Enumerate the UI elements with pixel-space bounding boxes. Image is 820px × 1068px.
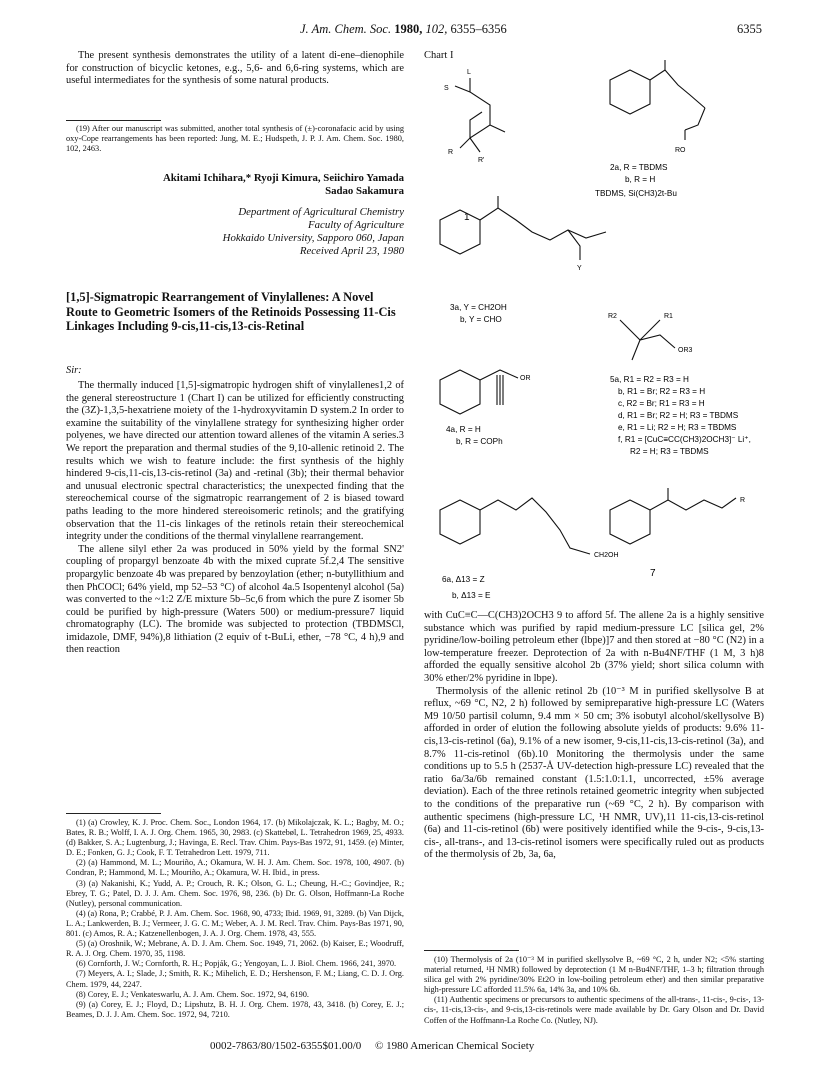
compound-1-label: 1 (464, 212, 470, 223)
atom-label-y: Y (577, 265, 582, 272)
affiliation-line-2: Faculty of Agriculture (308, 219, 404, 231)
compound-6b-label: b, Δ13 = E (452, 591, 491, 600)
article-title: [1,5]-Sigmatropic Rearrangement of Vinylallenes: A Novel Route to Geometric Isomers of the Retinoids Possessing 11-Cis Linkages Including 9-cis,11-cis,13-cis-Retinal (66, 290, 396, 334)
compound-5d-label: d, R1 = Br; R2 = H; R3 = TBDMS (618, 411, 739, 420)
footnote-left_column: (2) (a) Hammond, M. L.; Mouriño, A.; Okamura, W. H. J. Am. Chem. Soc. 1978, 100, 4907. (b) Condran, P.; Hammond, M. L.; Mouriño, A.; Okamura, W. H. Ibid., in press. (66, 858, 404, 878)
article-code: 0002-7863/80/1502-6355$01.00/0 (210, 1040, 362, 1052)
compound-6a-label: 6a, Δ13 = Z (442, 575, 485, 584)
compound-2-footnote: TBDMS, Si(CH3)2t-Bu (595, 189, 677, 198)
structure-6 (440, 498, 619, 600)
compound-7-label: 7 (650, 568, 656, 579)
structure-7 (610, 488, 745, 579)
atom-label-or: OR (520, 375, 531, 382)
footnote-left_column: (5) (a) Oroshnik, W.; Mebrane, A. D. J. Am. Chem. Soc. 1949, 71, 2062. (b) Kaiser, E.; Woodruff, R. A. J. Org. Chem. 1970, 35, 1198. (66, 939, 404, 959)
intro-text: The present synthesis demonstrates the utility of a latent di-ene–dienophile for construction of bicyclic ketones, e.g., 5,6- and 6,6-ring systems, which are useful intermediates for the synthesis of some natural products. (66, 50, 404, 87)
page-number: 6355 (737, 22, 762, 36)
compound-5f-label-cont: R2 = H; R3 = TBDMS (630, 447, 709, 456)
chart-title: Chart I (424, 50, 454, 61)
compound-3a-label: 3a, Y = CH2OH (450, 303, 507, 312)
compound-5f-label: f, R1 = [CuC≡CC(CH3)2OCH3]⁻ Li⁺, (618, 435, 751, 444)
journal-year: 1980, (394, 22, 423, 36)
journal-volume: 102, (425, 22, 448, 36)
compound-4a-label: 4a, R = H (446, 425, 481, 434)
compound-3b-label: b, Y = CHO (460, 315, 502, 324)
structure-2 (595, 60, 705, 198)
running-header (300, 22, 507, 37)
paragraph-2: The allene silyl ether 2a was produced in 50% yield by the formal SN2' coupling of propargyl benzoate 4b with the mixed cuprate 5f.2,4 The sensitive propargylic benzoate 4b was prepared by benzoylation (ether; n-butyllithium and then PhCOCl; 64% yield, mp 52–53 °C) of alcohol 4a.5 Isopentenyl alcohol (5a) was converted to the ~1:2 Z/E mixture 5b–5c,6 from which the pure Z isomer 5b could be purified by high-pressure (Waters 500) or medium-pressure7 liquid chromatography (LC). The bromide was subjected to protection (TBDMSCl, imidazole, DMF, 94%),8 lithiation (2 equiv of t-BuLi, ether, −78 °C, 4 h),9 and then reaction (66, 543, 404, 656)
footnote-19-text: (19) After our manuscript was submitted, another total synthesis of (±)-coronafacic acid by using oxy-Cope rearrangements has been reported: Jung, M. E.; Hudspeth, J. P. J. Am. Chem. Soc. 1980, 102, 2463. (66, 124, 404, 154)
body-right (424, 610, 764, 862)
authors-line-2: Sadao Sakamura (325, 185, 404, 197)
footnote-left_column: (8) Corey, E. J.; Venkateswarlu, A. J. Am. Chem. Soc. 1972, 94, 6190. (76, 989, 309, 999)
footnote-divider (66, 120, 161, 121)
structure-1 (444, 69, 505, 223)
page-footer (210, 1040, 534, 1052)
compound-2a-label: 2a, R = TBDMS (610, 163, 668, 172)
compound-5e-label: e, R1 = Li; R2 = H; R3 = TBDMS (618, 423, 737, 432)
atom-label-ch2oh: CH2OH (594, 552, 619, 559)
compound-5a-label: 5a, R1 = R2 = R3 = H (610, 375, 689, 384)
footnote-left_column: (7) Meyers, A. I.; Slade, J.; Smith, R. K.; Mihelich, E. D.; Hershenson, F. M.; Liang, C. D. J. Org. Chem. 1979, 44, 2247. (66, 969, 404, 989)
compound-4b-label: b, R = COPh (456, 437, 503, 446)
atom-label-l: L (467, 69, 471, 76)
salutation: Sir: (66, 365, 82, 376)
atom-label-or3: OR3 (678, 347, 693, 354)
footnotes-left (66, 818, 404, 1020)
body-left (66, 380, 404, 657)
copyright: © 1980 American Chemical Society (375, 1040, 535, 1052)
journal-name: J. Am. Chem. Soc. (300, 22, 392, 36)
affiliation-line-3: Hokkaido University, Sapporo 060, Japan (222, 232, 404, 244)
paragraph-1: The thermally induced [1,5]-sigmatropic hydrogen shift of vinylallenes1,2 of the general stereostructure 1 (Chart I) can be utilized for efficiently constructing the (3Z)-1,3,5-hexatriene moiety of the 1-hydroxyvitamin D system.2 In order to examine the suitability of the vinylallene strategy for synthesizing higher order polyenes, we have directed our attention toward allenes of the vitamin A series.3 We report the preparation and thermal studies of the 9,10-allenic retinoid 2. The results which we wish to feature include: the first synthesis of the highly hindered 9-cis,11-cis,13-cis-retinol (3a) and -retinal (3b); their thermal behavior and unusual electronic spectral characteristics; the unexpected finding that the stereochemical course of the sigmatropic rearrangement of 2 is biased toward paths leading to the more hindered stereoisomeric retinols; and the gratifying observation that the 11-cis linkages of the retinols retain their stereochemical integrity under the conditions of the thermal vinylallene rearrangement. (66, 380, 404, 543)
footnote-left_column: (9) (a) Corey, E. J.; Floyd, D.; Lipshutz, B. H. J. Org. Chem. 1978, 43, 3418. (b) Corey, E. J.; Beames, D. J. J. Am. Chem. Soc. 1972, 94, 7210. (66, 999, 404, 1019)
footnotes-right (424, 955, 764, 1026)
footnote-left_column: (3) (a) Nakanishi, K.; Yudd, A. P.; Crouch, R. K.; Olson, G. L.; Cheung, H.-C.; Govindjee, R.; Ebrey, T. G.; Patel, D. J. J. Am. Chem. Soc. 1976, 98, 236. (b) Dr. G. Olson, Hoffmann-La Roche (Nutley), personal communication. (66, 878, 404, 908)
received-date: Received April 23, 1980 (299, 245, 404, 257)
compound-5b-label: b, R1 = Br; R2 = R3 = H (618, 387, 706, 396)
atom-label-s: S (444, 85, 449, 92)
affiliation (66, 206, 404, 258)
affiliation-line-1: Department of Agricultural Chemistry (238, 206, 404, 218)
compound-5c-label: c, R2 = Br; R1 = R3 = H (618, 399, 705, 408)
authors (66, 172, 404, 198)
atom-label-r1: R1 (664, 313, 673, 320)
compound-2b-label: b, R = H (625, 175, 656, 184)
journal-pages: 6355–6356 (450, 22, 507, 36)
paragraph-3: with CuC≡C—C(CH3)2OCH3 9 to afford 5f. The allene 2a is a highly sensitive substance which was purified by rapid medium-pressure LC [silica gel, 2% pyridine/low-boiling petroleum ether (lbpe)]7 and then stored at −80 °C (N2) in a low-temperature freezer. Deprotection of 2a with n-Bu4NF/THF (1 M, 3 h)8 afforded the equally sensitive alcohol 2b (37% yield; short silica column with 30% ether/2% pyridine in lbpe). (424, 610, 764, 684)
footnote-right_column: (10) Thermolysis of 2a (10⁻³ M in purified skellysolve B, ~69 °C, 2 h, under N2; <5% starting material returned, ¹H NMR) followed by deprotection (1 M n-Bu4NF/THF, 1–3 h; filtration through silica gel with 2% pyridine/30% Et2O in low-boiling petroleum ether) and then similar preparative high-pressure LC afforded 11.5% 6a, 14% 3a, and 10% 6b. (424, 955, 764, 995)
footnote-right_column: (11) Authentic specimens or precursors to authentic specimens of the all-trans-, 11-cis-, 9-cis-, 13-cis-, 11-cis,13-cis-, and 9-cis,13-cis-retinols were made available by Dr. Gary Olson and Dr. David Coffen of the Hoffmann-La Roche Co. (Nutley, NJ). (424, 995, 764, 1025)
authors-line-1: Akitami Ichihara,* Ryoji Kimura, Seiichiro Yamada (162, 172, 404, 184)
footnotes-divider-right (424, 950, 519, 951)
atom-label-r7: R (740, 497, 746, 504)
chart-structures (420, 60, 760, 620)
atom-label-rp: R' (478, 157, 485, 164)
intro-paragraph (66, 50, 404, 88)
paragraph-4: Thermolysis of the allenic retinol 2b (10⁻³ M in purified skellysolve B at reflux, ~69 °C, N2, 2 h) followed by semipreparative high-pressure LC (Waters M9 10/50 partisil column, 9.4 mm × 50 cm; 3% isobutyl alcohol/skellysolve B) afforded in order of elution the following absolute yields of products: 9.6% 11-cis,13-cis-retinol (6a), 9.1% of a new isomer, 9-cis,11-cis,13-cis-retinol (3a), and 8.7% 11-cis-retinol (6b).10 Monitoring the thermolysis under the same conditions up to 5.5 h (2537-Å UV-detection high-pressure LC) revealed that the ratio 6a/3a/6b remained constant (1.5:1.0:1.1, uncorrected, ±5% average deviation). Each of the three retinols retained geometric integrity when subjected to the conditions of the preparative run (~69 °C, 2 h). By comparison with authentic specimens (high-pressure LC, ¹H NMR, UV),11 11-cis,13-cis-retinol (6a) and 11-cis-retinol (6b) were positively identified while the 9-cis-, 9-cis,13-cis-, all-trans-, and 13-cis-retinol isomers were specifically ruled out as products of the thermolysis of 2b, 3a, 6a, (424, 685, 764, 861)
structure-4 (440, 370, 531, 446)
footnote-left_column: (4) (a) Rona, P.; Crabbé, P. J. Am. Chem. Soc. 1968, 90, 4733; Ibid. 1969, 91, 3289. (b) Van Dijck, L. A.; Lankwerden, B. J.; Vermeer, J. G. C. M.; Weber, A. J. M. Recl. Trav. Chim. Pays-Bas 1971, 90, 801. (c) Amos, R. A.; Katzenellenbogen, J. A. J. Org. Chem. 1978, 43, 555. (66, 908, 404, 939)
footnotes-divider-left (66, 813, 161, 814)
footnote-left_column: (1) (a) Crowley, K. J. Proc. Chem. Soc., London 1964, 17. (b) Mikolajczak, K. L.; Bagby, M. O.; Bates, R. B.; Wolff, I. A. J. Org. Chem. 1965, 30, 2983. (c) Skattebøl, L. Tetrahedron 1969, 25, 4933. (d) Bakker, S. A.; Lugtenburg, J.; Havinga, E. Recl. Trav. Chim. Pays-Bas 1972, 91, 1459. (e) Minter, D. E.; Fonken, G. J.; Cook, F. T. Tetrahedron Lett. 1979, 711. (66, 818, 404, 858)
footnote-19 (66, 124, 404, 154)
atom-label-r: R (448, 149, 454, 156)
atom-label-r2: R2 (608, 313, 617, 320)
structure-5 (608, 313, 751, 456)
footnote-left_column: (6) Cornforth, J. W.; Cornforth, R. H.; Popják, G.; Yengoyan, L. J. Biol. Chem. 1966, 241, 3970. (76, 959, 397, 969)
atom-label-ro: RO (675, 147, 686, 154)
